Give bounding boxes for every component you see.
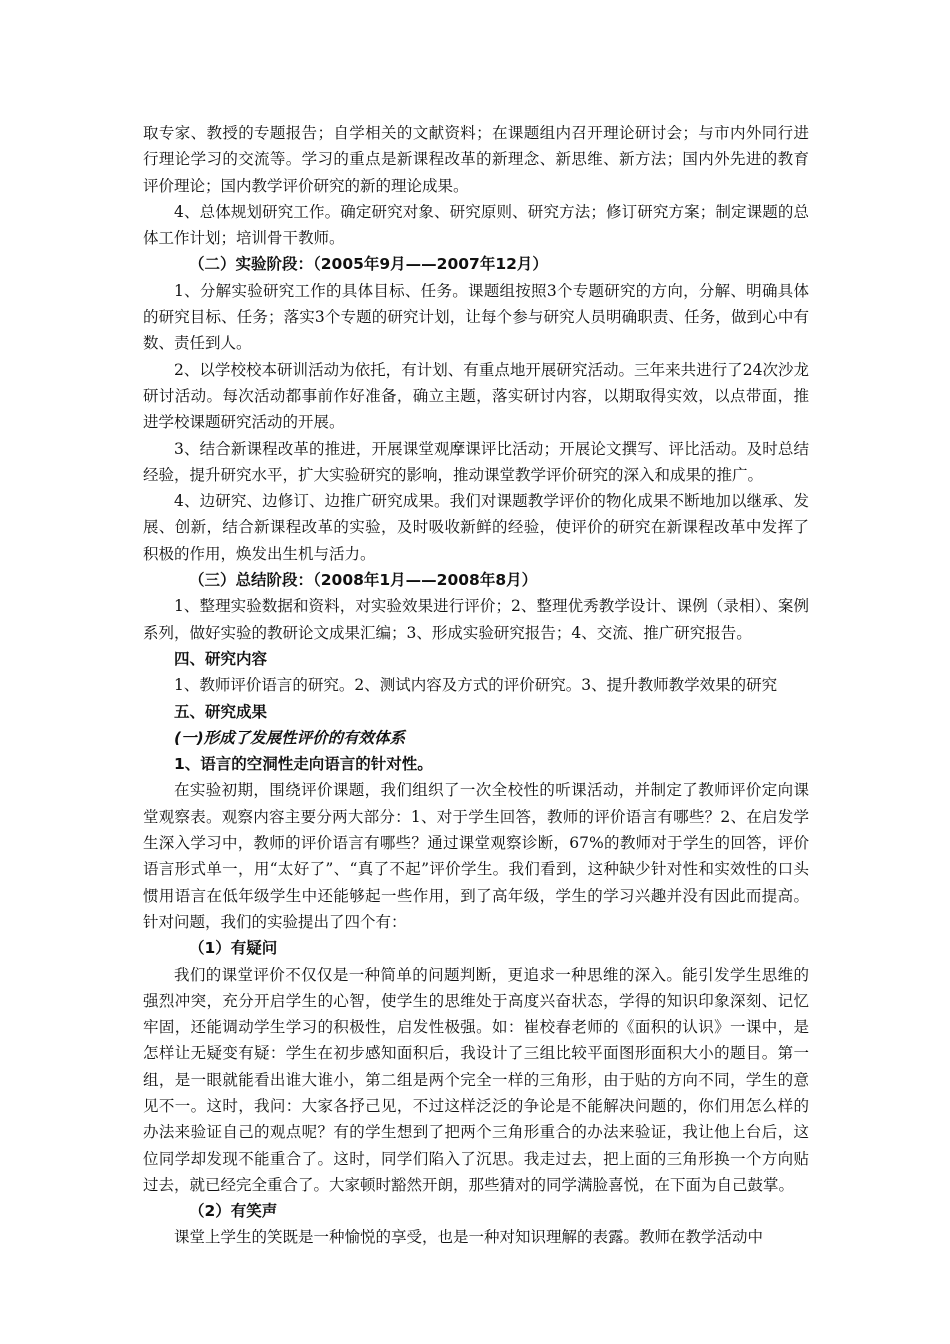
document-page (143, 120, 809, 1251)
paragraph: 1、分解实验研究工作的具体目标、任务。课题组按照3个专题研究的方向，分解、明确具体的研究目标、任务；落实3个专题的研究计划，让每个参与研究人员明确职责、任务，做到心中有数、责任到人。 (143, 281, 809, 353)
paragraph: 2、以学校校本研训活动为依托，有计划、有重点地开展研究活动。三年来共进行了24次沙龙研讨活动。每次活动都事前作好准备，确立主题，落实研讨内容，以期取得实效，以点带面，推进学校课题研究活动的开展。 (143, 360, 809, 432)
section-heading: 五、研究成果 (174, 702, 268, 721)
item-heading: （2）有笑声 (189, 1202, 278, 1221)
paragraph: 课堂上学生的笑既是一种愉悦的享受，也是一种对知识理解的表露。教师在教学活动中 (174, 1228, 764, 1247)
subsection-heading: (一)形成了发展性评价的有效体系 (174, 728, 406, 747)
stage-heading: （三）总结阶段：（2008年1月——2008年8月） (189, 571, 538, 590)
paragraph: 我们的课堂评价不仅仅是一种简单的问题判断，更追求一种思维的深入。能引发学生思维的强烈冲突，充分开启学生的心智，使学生的思维处于高度兴奋状态，学得的知识印象深刻、记忆牢固，还能调动学生学习的积极性，启发性极强。如：崔校春老师的《面积的认识》一课中，是怎样让无疑变有疑：学生在初步感知面积后，我设计了三组比较平面图形面积大小的题目。第一组，是一眼就能看出谁大谁小，第二组是两个完全一样的三角形，由于贴的方向不同，学生的意见不一。这时，我问：大家各抒己见，不过这样泛泛的争论是不能解决问题的，你们用怎么样的办法来验证自己的观点呢？有的学生想到了把两个三角形重合的办法来验证，我让他上台后，这位同学却发现不能重合了。这时，同学们陷入了沉思。我走过去，把上面的三角形换一个方向贴过去，就已经完全重合了。大家顿时豁然开朗，那些猜对的同学满脸喜悦，在下面为自己鼓掌。 (143, 965, 809, 1194)
paragraph: 在实验初期，围绕评价课题，我们组织了一次全校性的听课活动，并制定了教师评价定向课堂观察表。观察内容主要分两大部分：1、对于学生回答，教师的评价语言有哪些？2、在启发学生深入学习中，教师的评价语言有哪些？通过课堂观察诊断，67%的教师对于学生的回答，评价语言形式单一，用“太好了”、“真了不起”评价学生。我们看到，这种缺少针对性和实效性的口头惯用语言在低年级学生中还能够起一些作用，到了高年级，学生的学习兴趣并没有因此而提高。针对问题，我们的实验提出了四个有： (143, 781, 809, 931)
paragraph: 4、边研究、边修订、边推广研究成果。我们对课题教学评价的物化成果不断地加以继承、发展、创新，结合新课程改革的实验，及时吸收新鲜的经验，使评价的研究在新课程改革中发挥了积极的作用，焕发出生机与活力。 (143, 492, 809, 563)
paragraph: 1、整理实验数据和资料，对实验效果进行评价；2、整理优秀教学设计、课例（录相）、案例系列，做好实验的教研论文成果汇编；3、形成实验研究报告；4、交流、推广研究报告。 (143, 597, 809, 642)
section-heading: 四、研究内容 (174, 649, 268, 668)
paragraph: 1、教师评价语言的研究。2、测试内容及方式的评价研究。3、提升教师教学效果的研究 (174, 676, 778, 695)
paragraph: 3、结合新课程改革的推进，开展课堂观摩课评比活动；开展论文撰写、评比活动。及时总结经验，提升研究水平，扩大实验研究的影响，推动课堂教学评价研究的深入和成果的推广。 (143, 439, 809, 484)
paragraph: 取专家、教授的专题报告；自学相关的文献资料；在课题组内召开理论研讨会；与市内外同行进行理论学习的交流等。学习的重点是新课程改革的新理念、新思维、新方法；国内外先进的教育评价理论；国内教学评价研究的新的理论成果。 (143, 124, 809, 195)
paragraph: 4、总体规划研究工作。确定研究对象、研究原则、研究方法；修订研究方案；制定课题的总体工作计划；培训骨干教师。 (143, 202, 809, 248)
stage-heading: （二）实验阶段：（2005年9月——2007年12月） (189, 255, 548, 274)
item-heading: （1）有疑问 (189, 939, 278, 958)
point-heading: 1、语言的空洞性走向语言的针对性。 (174, 755, 433, 774)
